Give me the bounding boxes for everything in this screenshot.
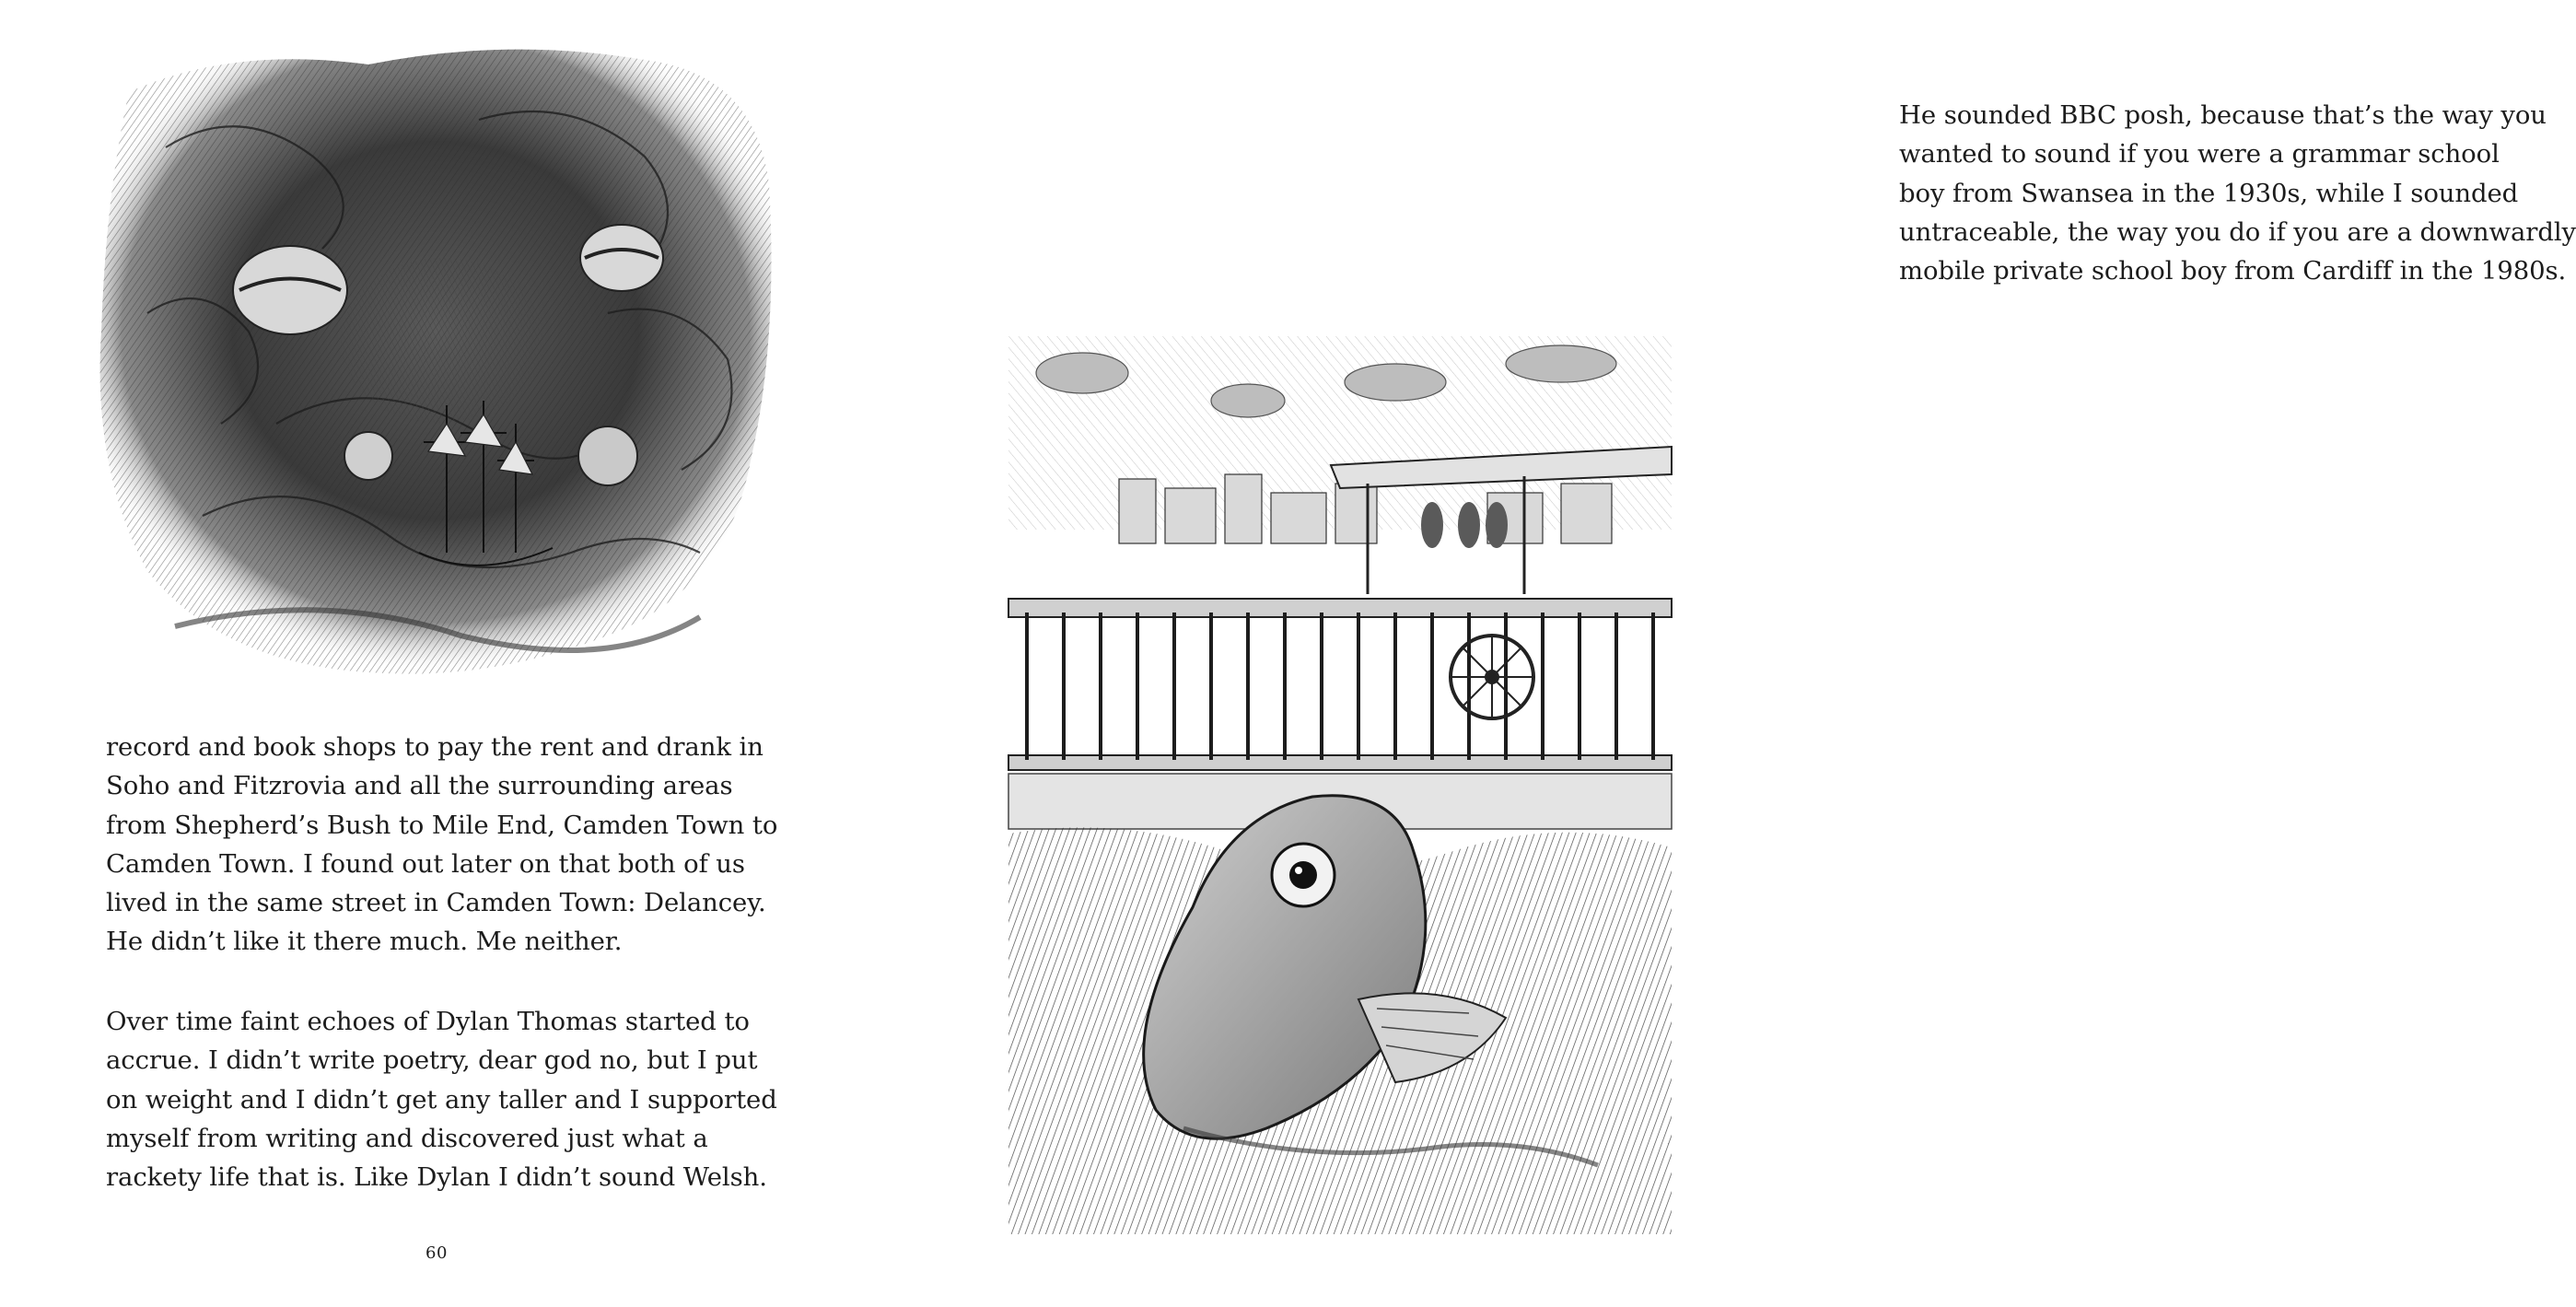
body-paragraph [1899, 96, 2576, 290]
text-line: Camden Town. I found out later on that both of us [106, 848, 745, 879]
left-page [0, 0, 884, 1307]
text-line: lived in the same street in Camden Town: Delancey. [106, 888, 766, 918]
text-line: Soho and Fitzrovia and all the surrounding areas [106, 771, 733, 801]
text-line: Over time faint echoes of Dylan Thomas started to [106, 1007, 750, 1036]
text-line: boy from Swansea in the 1930s, while I sounded [1899, 178, 2519, 208]
text-line: wanted to sound if you were a grammar school [1899, 139, 2500, 169]
text-line: rackety life that is. Like Dylan I didn’t sound Welsh. [106, 1162, 767, 1193]
storm-ship-illustration-icon [92, 37, 778, 695]
text-line: accrue. I didn’t write poetry, dear god no, but I put [106, 1045, 758, 1076]
page-number: 60 [425, 1243, 448, 1263]
text-line: on weight and I didn’t get any taller and I supported [106, 1084, 777, 1114]
body-paragraph [106, 728, 777, 962]
text-line: He sounded BBC posh, because that’s the way you [1899, 100, 2547, 130]
text-line: from Shepherd’s Bush to Mile End, Camden Town to [106, 810, 778, 840]
pier-fish-illustration-icon [1008, 336, 1672, 1234]
text-line: untraceable, the way you do if you are a downwardly [1899, 216, 2576, 247]
text-line: myself from writing and discovered just what a [106, 1123, 708, 1153]
text-line: He didn’t like it there much. Me neither. [106, 927, 623, 957]
body-paragraph [106, 1002, 777, 1196]
text-line: record and book shops to pay the rent and drank in [106, 732, 763, 762]
text-line: mobile private school boy from Cardiff in the 1980s. [1899, 256, 2567, 286]
